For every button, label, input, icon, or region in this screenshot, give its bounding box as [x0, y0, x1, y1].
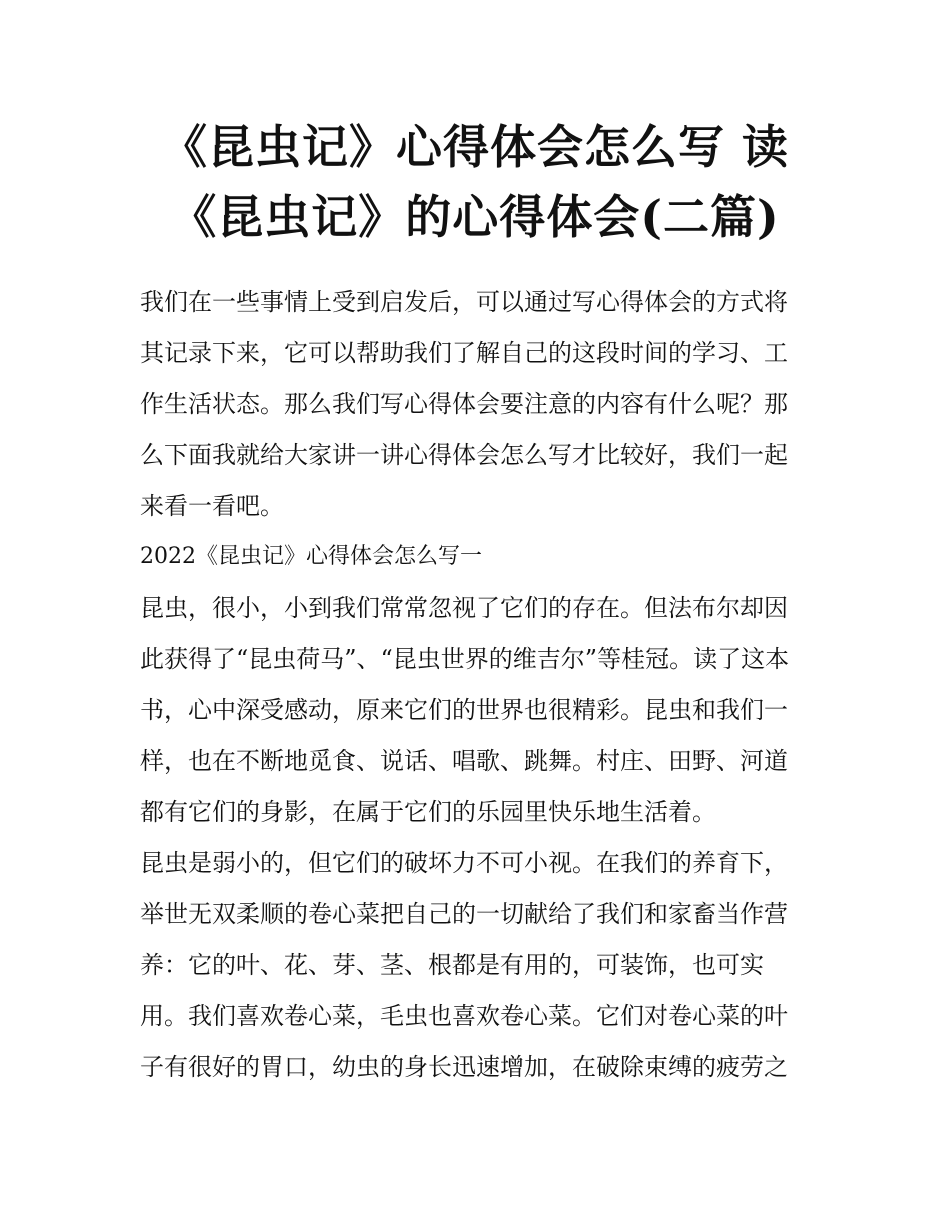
paragraph1-line-2: 此获得了“昆虫荷马”、“昆虫世界的维吉尔”等桂冠。读了这本: [140, 645, 790, 673]
paragraph1-line-1: 昆虫，很小，小到我们常常忽视了它们的存在。但法布尔却因: [140, 594, 788, 622]
title-line-1: 《昆虫记》心得体会怎么写 读: [160, 120, 789, 174]
paragraph1-line-3: 书，心中深受感动，原来它们的世界也很精彩。昆虫和我们一: [140, 696, 788, 724]
paragraph2-line-4: 用。我们喜欢卷心菜，毛虫也喜欢卷心菜。它们对卷心菜的叶: [140, 1002, 788, 1030]
section-heading: 2022《昆虫记》心得体会怎么写一: [140, 544, 482, 569]
paragraph1-line-4: 样，也在不断地觅食、说话、唱歌、跳舞。村庄、田野、河道: [140, 747, 788, 775]
title-line-2: 《昆虫记》的心得体会(二篇): [170, 190, 780, 244]
paragraph1-line-5: 都有它们的身影，在属于它们的乐园里快乐地生活着。: [140, 798, 716, 826]
intro-line-5: 来看一看吧。: [140, 492, 284, 520]
intro-line-2: 其记录下来，它可以帮助我们了解自己的这段时间的学习、工: [140, 339, 788, 367]
intro-line-3: 作生活状态。那么我们写心得体会要注意的内容有什么呢？那: [140, 390, 788, 418]
paragraph2-line-1: 昆虫是弱小的，但它们的破坏力不可小视。在我们的养育下，: [140, 849, 788, 877]
intro-line-4: 么下面我就给大家讲一讲心得体会怎么写才比较好，我们一起: [140, 441, 788, 469]
paragraph2-line-2: 举世无双柔顺的卷心菜把自己的一切献给了我们和家畜当作营: [140, 900, 788, 928]
paragraph2-line-5: 子有很好的胃口，幼虫的身长迅速增加，在破除束缚的疲劳之: [140, 1053, 788, 1081]
document-body: [140, 282, 812, 1098]
paragraph2-line-3: 养：它的叶、花、芽、茎、根都是有用的，可装饰，也可实: [140, 951, 764, 979]
intro-line-1: 我们在一些事情上受到启发后，可以通过写心得体会的方式将: [140, 288, 788, 316]
document-title: [100, 112, 850, 252]
